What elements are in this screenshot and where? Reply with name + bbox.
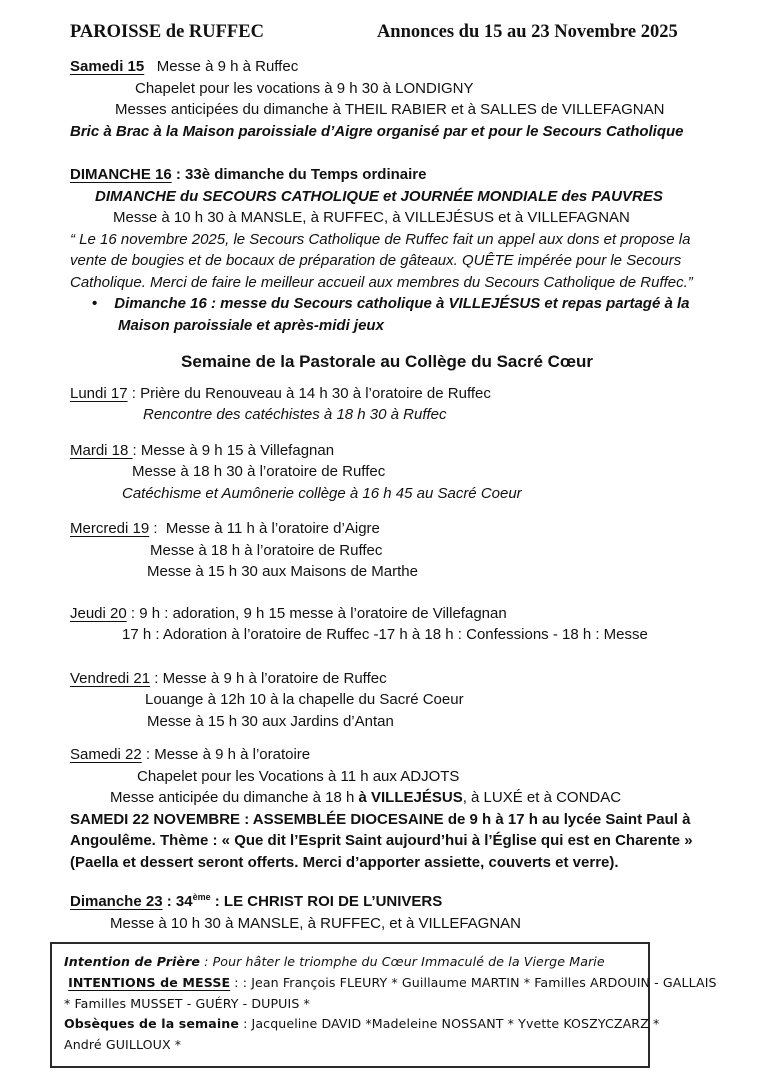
doc-line-segment: , à LUXÉ et à CONDAC [462,789,622,806]
doc-line-segment: : Messe à 9 h 15 à Villefagnan [132,441,335,459]
intentions-line [64,1014,660,1035]
doc-line-segment: Dimanche 23 [70,893,163,910]
doc-line [137,766,704,788]
doc-line [143,404,704,426]
intentions-line-segment: Intention de Prière [64,954,201,969]
doc-line-segment: Bric à Brac à la Maison paroissiale d’Aigre organisé par et pour le Secours Catholique [70,122,684,140]
doc-line [115,99,704,121]
doc-line [70,351,704,373]
doc-line [70,229,704,251]
doc-line-segment: Messe anticipée du dimanche à 18 h [110,789,359,806]
doc-line-segment: Samedi 22 [70,746,142,763]
doc-line-segment: ème [192,892,211,902]
doc-line [70,383,704,405]
doc-line [95,186,704,208]
intentions-line-segment: * Familles MUSSET - GUÉRY - DUPUIS * [64,995,310,1011]
doc-line-segment: : Messe à 9 h à l’oratoire de Ruffec [150,669,387,687]
doc-line [70,830,704,852]
doc-line-segment: Messe à 15 h 30 aux Jardins d’Antan [147,712,394,730]
doc-line-segment: : Messe à 9 h à l’oratoire [141,746,311,763]
doc-line [92,293,704,315]
doc-line-segment: : 34 [162,893,193,910]
doc-line-segment: SAMEDI 22 NOVEMBRE : ASSEMBLÉE DIOCESAINE de 9 h à 17 h au lycée Saint Paul à [70,810,691,828]
doc-line [110,787,704,809]
doc-line [118,315,704,337]
intentions-line [64,973,717,994]
doc-line [70,668,704,690]
doc-line-segment: Catéchisme et Aumônerie collège à 16 h 45 au Sacré Coeur [122,484,522,502]
doc-line-segment: Lundi 17 [70,384,128,402]
doc-line-segment: Messe à 10 h 30 à MANSLE, à RUFFEC, et à VILLEFAGNAN [110,914,521,932]
doc-line-segment: Dimanche 16 : messe du Secours catholique à VILLEJÉSUS et repas partagé à la [114,295,690,312]
doc-line [110,913,704,935]
intentions-line-segment: : Pour hâter le triomphe du Cœur Immaculé de la Vierge Marie [200,954,605,969]
doc-line [70,56,704,78]
parish-title: PAROISSE de RUFFEC [70,22,264,42]
doc-line-segment: Mercredi 19 [70,520,150,537]
doc-line-segment: Messe à 15 h 30 aux Maisons de Marthe [147,563,418,580]
document-header [70,22,704,43]
doc-line [122,624,704,646]
doc-line-segment: Rencontre des catéchistes à 18 h 30 à Ruffec [143,406,447,423]
doc-line [147,561,704,583]
announcements-date-range: Annonces du 15 au 23 Novembre 2025 [376,22,678,42]
doc-line [70,440,704,462]
doc-line-segment: vente de bougies et de bocaux de préparation de gâteaux. QUÊTE impérée pour le Secours [70,252,682,269]
doc-line-segment: Chapelet pour les Vocations à 11 h aux ADJOTS [137,767,460,785]
doc-line-segment: Messe à 10 h 30 à MANSLE, à RUFFEC, à VILLEJÉSUS et à VILLEFAGNAN [113,209,630,226]
doc-line [70,809,704,831]
intentions-line-segment: Obsèques de la semaine [64,1016,239,1032]
doc-line-segment: : Prière du Renouveau à 14 h 30 à l’oratoire de Ruffec [127,384,491,402]
doc-line-segment: “ Le 16 novembre 2025, le Secours Catholique de Ruffec fait un appel aux dons et propose la [70,230,691,248]
doc-line-segment: Semaine de la Pastorale au Collège du Sacré Cœur [181,352,593,371]
doc-line [70,272,704,294]
doc-line [70,852,704,874]
doc-line-segment: Louange à 12h 10 à la chapelle du Sacré Coeur [145,691,464,708]
doc-line-segment: : LE CHRIST ROI DE L’UNIVERS [210,893,443,910]
doc-line [70,121,704,143]
doc-line-segment: : Messe à 11 h à l’oratoire d’Aigre [149,520,380,537]
doc-line [70,250,704,272]
doc-line-segment: : 9 h : adoration, 9 h 15 messe à l’oratoire de Villefagnan [126,604,507,622]
doc-line-segment: Samedi 15 [70,58,145,75]
intentions-line [64,952,636,973]
doc-line [70,164,704,186]
doc-line-segment: Vendredi 21 [70,669,151,687]
doc-line [70,887,704,913]
intentions-line-segment: : Jacqueline DAVID *Madeleine NOSSANT * Yvette KOSZYCZARZ * [238,1016,660,1032]
doc-line-segment: Messe à 9 h à Ruffec [144,58,299,75]
doc-line-segment: (Paella et dessert seront offerts. Merci d’apporter assiette, couverts et verre). [70,853,619,871]
doc-line-segment: : 33è dimanche du Temps ordinaire [171,166,427,183]
intentions-line-segment: : : Jean François FLEURY * Guillaume MARTIN * Familles ARDOUIN - GALLAIS [230,974,717,990]
doc-line [113,207,704,229]
doc-line [150,540,704,562]
doc-line-segment: Messe à 18 h à l’oratoire de Ruffec [150,541,383,559]
doc-line-segment: à VILLEJÉSUS [358,789,463,806]
doc-line-segment: 17 h : Adoration à l’oratoire de Ruffec -17 h à 18 h : Confessions - 18 h : Messe [122,626,648,643]
intentions-line-segment: André GUILLOUX * [64,1037,182,1053]
bullet-glyph: • [92,295,98,312]
doc-line [70,518,704,540]
doc-line [70,744,704,766]
doc-line [135,78,704,100]
intentions-line-segment: INTENTIONS de MESSE [68,974,231,990]
doc-line [132,461,704,483]
doc-line-segment: Chapelet pour les vocations à 9 h 30 à LONDIGNY [135,79,474,97]
intentions-line [64,994,636,1015]
doc-line-segment: Messes anticipées du dimanche à THEIL RABIER et à SALLES de VILLEFAGNAN [115,101,665,118]
doc-line [70,603,704,625]
doc-line-segment: DIMANCHE du SECOURS CATHOLIQUE et JOURNÉE MONDIALE des PAUVRES [95,187,663,205]
doc-line-segment: DIMANCHE 16 [70,166,172,183]
doc-line [147,711,704,733]
announcements-body [70,56,704,934]
doc-line-segment: Catholique. Merci de faire le meilleur accueil aux membres du Secours Catholique de Ruffec.” [70,273,693,291]
doc-line-segment: Angoulême. Thème : « Que dit l’Esprit Saint aujourd’hui à l’Église qui est en Charente » [70,832,693,849]
doc-line-segment: Maison paroissiale et après-midi jeux [118,316,384,334]
intentions-box [50,942,717,1068]
doc-line [122,483,704,505]
doc-line-segment: Messe à 18 h 30 à l’oratoire de Ruffec [132,463,386,480]
intentions-line [64,1035,636,1056]
doc-line [145,689,704,711]
doc-line-segment: Jeudi 20 [70,604,127,622]
doc-line-segment: Mardi 18 [70,441,133,459]
